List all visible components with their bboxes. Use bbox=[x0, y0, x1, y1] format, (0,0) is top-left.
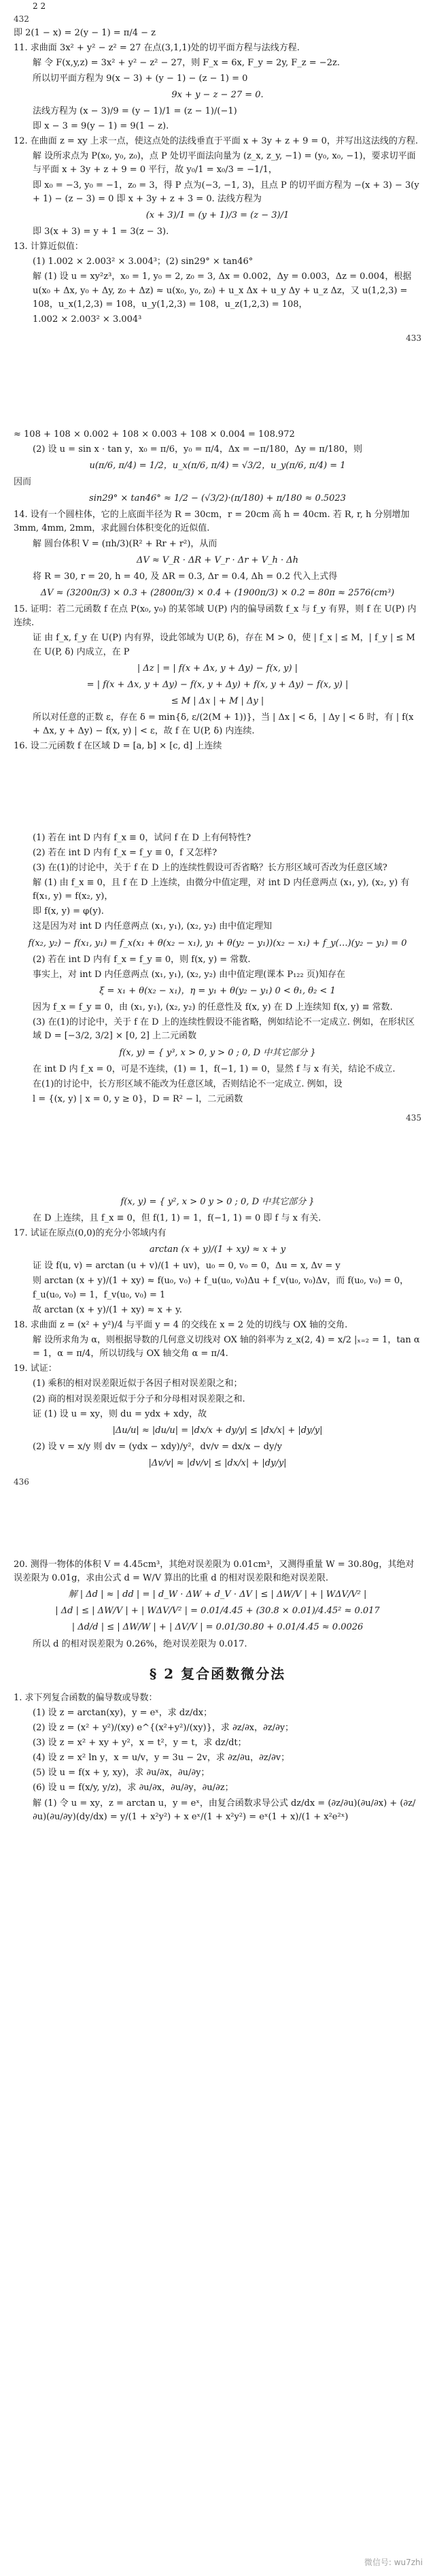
solution-line: 即 x₀ = −3, y₀ = −1，z₀ = 3，得 P 点为(−3, −1, 3)，且点 P 的切平面方程为 −(x + 3) − 3(y + 1) − (z − 3) = 0 即 x + 3y + z + 3 = 0. 法线方程为 bbox=[33, 180, 419, 204]
equation: | Δz | = | f(x + Δx, y + Δy) − f(x, y) | bbox=[137, 663, 298, 674]
exercise-16: 16. 设二元函数 f 在区域 D = [a, b] × [c, d] 上连续 bbox=[14, 741, 222, 752]
solution-line: 解 (1) 由 f_x ≡ 0，且 f 在 D 上连续，由微分中值定理，对 int D 内任意两点 (x₁, y), (x₂, y) 有 f(x₁, y) = f(x₂, y)， bbox=[33, 877, 410, 902]
solution-line: 解 (1) 设 u = xy²z³，x₀ = 1, y₀ = 2, z₀ = 3, Δx = 0.002，Δy = 0.003，Δz = 0.004，根据 u(x₀ + Δx, y₀ + Δy, z₀ + Δz) ≈ u(x₀, y₀, z₀) + u_x Δx + u_y Δy + u_z Δz，又 u(1,2,3) = 108，u_x(1,2,3) = 108，u_y(1,2,3) = 108，u_z(1,2,3) = 108， bbox=[33, 271, 412, 310]
exercise-13: 13. 计算近似值： bbox=[14, 242, 84, 252]
solution-line: 在(1)的讨论中，长方形区域不能改为任意区域，否则结论不一定成立. 例如，设 bbox=[33, 1078, 343, 1089]
exercise-part: (1) 1.002 × 2.003² × 3.004³；(2) sin29° × tan46° bbox=[33, 257, 254, 267]
page-break bbox=[14, 345, 421, 427]
equation: |Δu/u| ≈ |du/u| = |dx/x + dy/y| ≤ |dx/x| + |dy/y| bbox=[112, 1425, 323, 1436]
solution-line: 在 int D 内 f_x = 0，可是不连续，(1) = 1，f(−1, 1) = 0，显然 f 与 x 有关，结论不成立. bbox=[33, 1063, 396, 1074]
solution-line: 解 设所求点为 P(x₀, y₀, z₀)，点 P 处切平面法向量为 (z_x, z_y, −1) = (y₀, x₀, −1)，要求切平面与平面 x + 3y + z + 9 = 0 平行，故 y₀/1 = x₀/3 = −1/1， bbox=[33, 151, 416, 176]
exercise-part: (5) 设 u = f(x + y, xy)，求 ∂u/∂x，∂u/∂y； bbox=[33, 1768, 210, 1779]
exercise-17: 17. 试证在原点(0,0)的充分小邻域内有 bbox=[14, 1227, 167, 1238]
exercise-part: (3) 在(1)的讨论中，关于 f 在 D 上的连续性假设可否省略？长方形区域可否改为任意区域? bbox=[33, 862, 387, 873]
solution-line: 事实上，对 int D 内任意两点 (x₁, y₁), (x₂, y₂) 由中值定理(课本 P₁₂₂ 页)知存在 bbox=[33, 969, 345, 980]
exercise-part: (2) 若在 int D 内有 f_x = f_y ≡ 0，f 又怎样? bbox=[33, 847, 218, 858]
exercise-part: (2) 设 z = (x² + y²)/(xy) e^{(x²+y²)/(xy)}，求 ∂z/∂x，∂z/∂y； bbox=[33, 1722, 294, 1733]
exercise-part: (1) 设 z = arctan(xy)，y = eˣ，求 dz/dx； bbox=[33, 1707, 213, 1718]
solution-line: ≈ 108 + 108 × 0.002 + 108 × 0.003 + 108 × 0.004 = 108.972 bbox=[14, 429, 295, 440]
solution-line: 故 arctan (x + y)/(1 + xy) ≈ x + y. bbox=[33, 1304, 182, 1315]
solution-line: 解 设所求角为 α，则根据导数的几何意义切线对 OX 轴的斜率为 z_x(2, 4) = x/2 |ₓ₌₂ = 1，tan α = 1，α = π/4，所以切线与 OX 轴交角 α = π/4. bbox=[33, 1334, 420, 1359]
solution-line: (2) 若在 int D 内有 f_x = f_y ≡ 0，则 f(x, y) = 常数. bbox=[33, 954, 251, 965]
exercise-18: 18. 求曲面 z = (x² + y²)/4 与平面 y = 4 的交线在 x = 2 处的切线与 OX 轴的交角. bbox=[14, 1319, 348, 1330]
text-line: 即 2(1 − x) = 2(y − 1) = π/4 − z bbox=[14, 28, 156, 39]
solution-line: (2) 设 u = sin x · tan y，x₀ = π/6，y₀ = π/4，Δx = −π/180，Δy = π/180，则 bbox=[33, 444, 363, 455]
solution-line: 证 (1) 设 u = xy，则 du = ydx + xdy，故 bbox=[33, 1408, 207, 1419]
exercise-part: (2) 商的相对误差限近似于分子和分母相对误差限之和. bbox=[33, 1393, 245, 1404]
equation: f(x, y) = { y³, x > 0, y > 0 ; 0, D 中其它部分 } bbox=[119, 1047, 316, 1058]
page-break bbox=[14, 755, 421, 830]
exercise-12: 12. 在曲面 z = xy 上求一点，使这点处的法线垂直于平面 x + 3y + z + 9 = 0，并写出这法线的方程. bbox=[14, 136, 418, 147]
solution-line: 即 3(x + 3) = y + 1 = 3(z − 3). bbox=[33, 227, 169, 237]
page-number: 435 bbox=[406, 1113, 421, 1123]
solution-line: 解 圆台体积 V = (πh/3)(R² + Rr + r²)，从而 bbox=[33, 538, 218, 549]
solution-line: 则 arctan (x + y)/(1 + xy) ≈ f(u₀, v₀) + f_u(u₀, v₀)Δu + f_v(u₀, v₀)Δv，而 f(u₀, v₀) = 0，f_u(u₀, v₀) = 1，f_v(u₀, v₀) = 1 bbox=[33, 1276, 409, 1300]
watermark: 微信号: wu7zhi bbox=[364, 2558, 423, 2568]
exercise-19: 19. 试证： bbox=[14, 1364, 57, 1374]
section-heading: § 2 复合函数微分法 bbox=[149, 1665, 286, 1682]
solution-line: 即 f(x, y) = φ(y). bbox=[33, 906, 104, 917]
equation: 9x + y − z − 27 = 0. bbox=[171, 89, 264, 100]
equation: arctan (x + y)/(1 + xy) ≈ x + y bbox=[149, 1244, 286, 1255]
equation: ξ = x₁ + θ(x₂ − x₁)，η = y₁ + θ(y₂ − y₁) 0 < θ₁, θ₂ < 1 bbox=[99, 985, 336, 996]
equation: = | f(x + Δx, y + Δy) − f(x, y + Δy) + f(x, y + Δy) − f(x, y) | bbox=[86, 679, 349, 690]
page-number: 436 bbox=[14, 1477, 29, 1487]
equation: u(π/6, π/4) = 1/2，u_x(π/6, π/4) = √3/2，u_y(π/6, π/4) = 1 bbox=[89, 460, 346, 471]
exercise-part: (3) 设 z = x² + xy + y²，x = t²，y = t，求 dz/dt； bbox=[33, 1738, 247, 1749]
exercise-part: (4) 设 z = x² ln y，x = u/v，y = 3u − 2v，求 ∂z/∂u，∂z/∂v； bbox=[33, 1753, 290, 1764]
exercise-1: 1. 求下列复合函数的偏导数或导数： bbox=[14, 1692, 158, 1703]
equation: | Δd | ≤ | ΔW/V | + | WΔV/V² | = 0.01/4.45 + (30.8 × 0.01)/4.45² ≈ 0.017 bbox=[55, 1606, 380, 1617]
equation: f(x, y) = { y², x > 0 y > 0 ; 0, D 中其它部分 } bbox=[120, 1196, 315, 1207]
solution-line: 所以切平面方程为 9(x − 3) + (y − 1) − (z − 1) = 0 bbox=[33, 73, 248, 84]
exercise-11: 11. 求曲面 3x² + y² − z² = 27 在点(3,1,1)处的切平面方程与法线方程. bbox=[14, 43, 300, 54]
solution-line: 因为 f_x = f_y ≡ 0，由 (x₁, y₁), (x₂, y₂) 的任意性及 f(x, y) 在 D 上连续知 f(x, y) ≡ 常数. bbox=[33, 1002, 393, 1013]
solution-line: 所以 d 的相对误差限为 0.26%，绝对误差限为 0.017. bbox=[33, 1638, 247, 1649]
equation: ΔV ≈ (3200π/3) × 0.3 + (2800π/3) × 0.4 + (1900π/3) × 0.2 = 80π ≈ 2576(cm³) bbox=[40, 588, 395, 598]
solution-line: 证 由 f_x, f_y 在 U(P) 内有界，设此邻域为 U(P, δ)，存在 M > 0，使 | f_x | ≤ M，| f_y | ≤ M 在 U(P, δ) 内成立，在 P bbox=[33, 633, 415, 657]
page-number: 433 bbox=[406, 333, 421, 343]
equation: ≤ M | Δx | + M | Δy | bbox=[171, 695, 264, 706]
equation: | Δd/d | ≤ | ΔW/W | + | ΔV/V | = 0.01/30.80 + 0.01/4.45 ≈ 0.0026 bbox=[71, 1622, 364, 1633]
exercise-part: (6) 设 u = f(x/y, y/z)，求 ∂u/∂x，∂u/∂y，∂u/∂z； bbox=[33, 1783, 234, 1794]
solution-line: 证 设 f(u, v) = arctan (u + v)/(1 + uv)，u₀ = 0, v₀ = 0，Δu = x, Δv = y bbox=[33, 1261, 341, 1272]
equation: f(x₂, y₂) − f(x₁, y₁) = f_x(x₁ + θ(x₂ − x₁), y₁ + θ(y₂ − y₁))(x₂ − x₁) + f_y(…)(y₂ − y₁) = 0 bbox=[28, 938, 407, 948]
solution-line: 所以对任意的正数 ε，存在 δ = min{δ, ε/(2(M + 1))}，当 | Δx | < δ，| Δy | < δ 时，有 | f(x + Δx, y + Δy) − f(x, y) | < ε，故 f 在 U(P, δ) 内连续. bbox=[33, 712, 414, 737]
equation: |Δv/v| ≈ |dv/v| ≤ |dx/x| + |dy/y| bbox=[148, 1458, 287, 1469]
solution-line: l = {(x, y) | x = 0, y ≥ 0}，D = R² − l，二元函数 bbox=[33, 1093, 243, 1104]
page-break bbox=[14, 1489, 421, 1557]
solution-line: 这是因为对 int D 内任意两点 (x₁, y₁), (x₂, y₂) 由中值定理知 bbox=[33, 921, 273, 932]
solution-line: 解 (1) 令 u = xy，z = arctan u，y = eˣ，由复合函数求导公式 dz/dx = (∂z/∂u)(∂u/∂x) + (∂z/∂u)(∂u/∂y)(dy/dx) = y/(1 + x²y²) + x eˣ/(1 + x²y²) = eˣ(1 + x)/(1 + x²e²ˣ) bbox=[33, 1798, 416, 1822]
solution-line: 即 x − 3 = 9(y − 1) = 9(1 − z). bbox=[33, 121, 169, 132]
solution-line: 在 D 上连续，且 f_x ≡ 0，但 f(1, 1) = 1，f(−1, 1) = 0 即 f 与 x 有关. bbox=[33, 1212, 321, 1223]
fraction-remnant: 2 2 bbox=[33, 1, 46, 11]
solution-line: 因而 bbox=[14, 477, 32, 488]
equation: ΔV ≈ V_R · ΔR + V_r · Δr + V_h · Δh bbox=[136, 555, 299, 565]
equation: sin29° × tan46° ≈ 1/2 − (√3/2)·(π/180) + π/180 ≈ 0.5023 bbox=[89, 493, 346, 504]
equation: (x + 3)/1 = (y + 1)/3 = (z − 3)/1 bbox=[145, 210, 290, 220]
solution-line: (3) 在(1)的讨论中，关于 f 在 D 上的连续性假设不能省略，例如结论不一定成立. 例如，在形状区域 D = [−3/2, 3/2] × [0, 2] 上二元函数 bbox=[33, 1017, 415, 1042]
page-number: 432 bbox=[14, 14, 29, 24]
equation: 解 | Δd | ≈ | dd | = | d_W · ΔW + d_V · ΔV | ≤ | ΔW/V | + | WΔV/V² | bbox=[68, 1589, 367, 1600]
exercise-14: 14. 设有一个圆柱体，它的上底面半径为 R = 30cm，r = 20cm 高 h = 40cm. 若 R, r, h 分别增加 3mm, 4mm, 2mm，求此圆台体积变化的近似值. bbox=[14, 510, 410, 534]
solution-line: 1.002 × 2.003² × 3.004³ bbox=[33, 314, 142, 325]
exercise-15: 15. 证明：若二元函数 f 在点 P(x₀, y₀) 的某邻域 U(P) 内的偏导函数 f_x 与 f_y 有界，则 f 在 U(P) 内连续. bbox=[14, 604, 417, 629]
solution-line: 将 R = 30, r = 20, h = 40, 及 ΔR = 0.3, Δr = 0.4, Δh = 0.2 代入上式得 bbox=[33, 571, 338, 582]
page-break bbox=[14, 1125, 421, 1193]
solution-line: 法线方程为 (x − 3)/9 = (y − 1)/1 = (z − 1)/(−1) bbox=[33, 105, 237, 116]
exercise-part: (1) 乘积的相对误差限近似于各因子相对误差限之和； bbox=[33, 1378, 243, 1389]
exercise-20: 20. 测得一物体的体积 V = 4.45cm³，其绝对误差限为 0.01cm³，又测得重量 W = 30.80g，其绝对误差限为 0.01g，求由公式 d = W/V 算出的比重 d 的相对误差限和绝对误差限. bbox=[14, 1559, 415, 1583]
solution-line: (2) 设 v = x/y 则 dv = (ydx − xdy)/y²，dv/v = dx/x − dy/y bbox=[33, 1441, 283, 1452]
exercise-part: (1) 若在 int D 内有 f_x ≡ 0，试问 f 在 D 上有何特性? bbox=[33, 832, 251, 843]
solution-line: 解 令 F(x,y,z) = 3x² + y² − z² − 27，则 F_x = 6x, F_y = 2y, F_z = −2z. bbox=[33, 58, 340, 69]
